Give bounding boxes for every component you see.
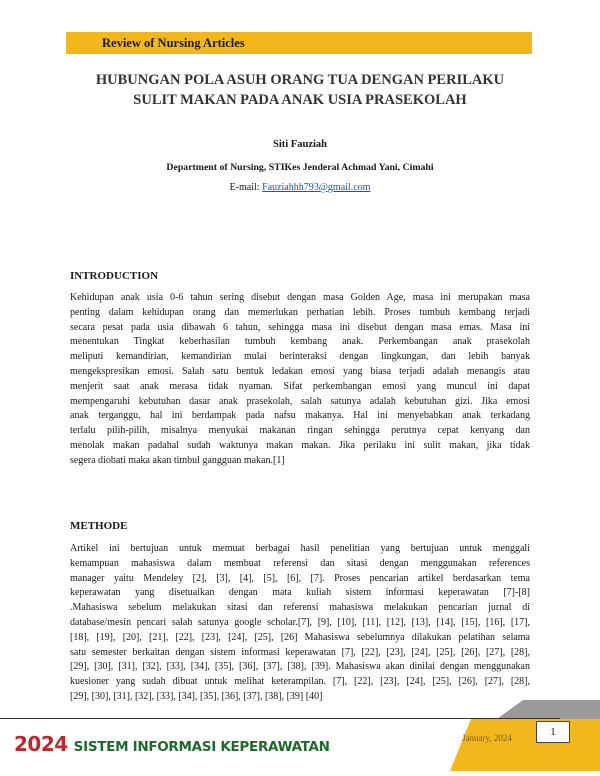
methode-paragraph	[70, 542, 530, 705]
text-line: keperawatan yang disetuaikan dengan mata kuliah sistem informasi keperawatan [7]-[8]	[70, 587, 530, 599]
title-line: SULIT MAKAN PADA ANAK USIA PRASEKOLAH	[133, 92, 467, 108]
article-title	[40, 70, 560, 110]
text-line: anak terganggu, hal ini berdampak pada nafsu makanya. Hal ini menyebabkan anak terkadang	[70, 410, 530, 422]
author-affiliation: Department of Nursing, STIKes Jenderal Achmad Yani, Cimahi	[166, 162, 434, 173]
email-label: E-mail:	[229, 182, 260, 193]
text-line: mengekspresikan emosi. Salah satu bentuk ledakan emosi yang biasa terjadi adalah menangis atau	[70, 365, 530, 377]
text-line: [29], [30], [31], [32], [33], [34], [35], [36], [37], [38], [39] [40]	[70, 690, 323, 702]
section-heading-introduction: INTRODUCTION	[70, 270, 159, 282]
footer-journal-brand	[14, 732, 330, 756]
text-line: Kehidupan anak usia 0-6 tahun sering disebut dengan masa Golden Age, masa ini merupakan masa	[70, 292, 530, 303]
journal-section-banner	[66, 32, 532, 54]
text-line: terlalu pilih-pilih, misalnya menyukai makanan ringan sehingga perutnya cepat kenyang dan	[70, 425, 530, 437]
text-line: segera diobati maka akan timbul gangguan makan.[1]	[70, 454, 285, 466]
section-heading-methode: METHODE	[70, 520, 128, 532]
footer-date: January, 2024	[462, 733, 512, 743]
text-line: menentukan Tingkat keberhasilan tumbuh kembang anak. Perkembangan anak prasekolah	[70, 336, 530, 348]
footer-divider	[0, 718, 560, 719]
text-line: manager yaitu Mendeley [2], [3], [4], [5], [6], [7]. Proses pencarian artikel berdasarkan tema	[70, 572, 530, 584]
text-line: satu semester berkaitan dengan sistem informasi keperawatan [7], [22], [23], [24], [25], [26], [27], [28],	[70, 646, 530, 658]
text-line: mempengaruhi kebutuhan dasar anak prasekolah, salah satunya adalah kebutuhan gizi. Jika emosi	[70, 395, 530, 407]
text-line: meliputi kemandirian, kemandirian mulai berinteraksi dengan lingkungan, dan lebih banyak	[70, 351, 530, 363]
text-line: Artikel ini bertujuan untuk memuat berbagai hasil penelitian yang bertujuan untuk menggali	[70, 543, 530, 554]
introduction-paragraph	[70, 291, 530, 469]
footer-year: 2024	[14, 732, 68, 756]
title-line: HUBUNGAN POLA ASUH ORANG TUA DENGAN PERILAKU	[95, 72, 505, 88]
text-line: .Mahasiswa sebelum melakukan sitasi dan referensi mahasiswa melakukan pencarian jurnal di	[70, 602, 530, 614]
page-number: 1	[536, 721, 570, 743]
author-email	[0, 182, 600, 193]
text-line: kemampuan mahasiswa dalam membuat referensi dan sitasi dengan menggunakan references	[70, 557, 530, 569]
footer-yellow-accent	[450, 719, 600, 771]
author-name: Siti Fauziah	[273, 139, 327, 150]
footer-journal-name: SISTEM INFORMASI KEPERAWATAN	[73, 739, 330, 755]
text-line: menolak makan padahal sudah waktunya makan makan. Jika perilaku ini sulit makan, jika tidak	[70, 439, 530, 451]
section-label: Review of Nursing Articles	[102, 36, 245, 50]
email-link[interactable]: Fauziahhh793@gmail.com	[262, 182, 371, 193]
text-line: kuesioner yang sudah dibuat untuk melihat keterampilan. [7], [22], [23], [24], [25], [26], [27], [28],	[70, 676, 530, 688]
text-line: [18], [19], [20], [21], [22], [23], [24], [25], [26] Mahasiswa sebelumnya dilakukan pelatihan selama	[70, 631, 530, 643]
text-line: [29], [30], [31], [32], [33], [34], [35], [36], [37], [38], [39]. Mahasiswa akan dinilai dengan menggunakan	[70, 661, 530, 673]
text-line: menjerit saat anak merasa tidak nyaman. Sifat perkembangan emosi yang muncul ini dapat	[70, 380, 530, 392]
text-line: penting dalam kehidupan orang dan memerlukan perhatian lebih. Proses tumbuh kembang terjadi	[70, 306, 530, 318]
text-line: database/mesin pencari salah satunya google scholar.[7], [9], [10], [11], [12], [13], [14], [15], [16], [17],	[70, 616, 530, 628]
text-line: secara pesat pada usia dibawah 6 tahun, sehingga masa ini disebut dengan masa emas. Masa ini	[70, 321, 530, 333]
